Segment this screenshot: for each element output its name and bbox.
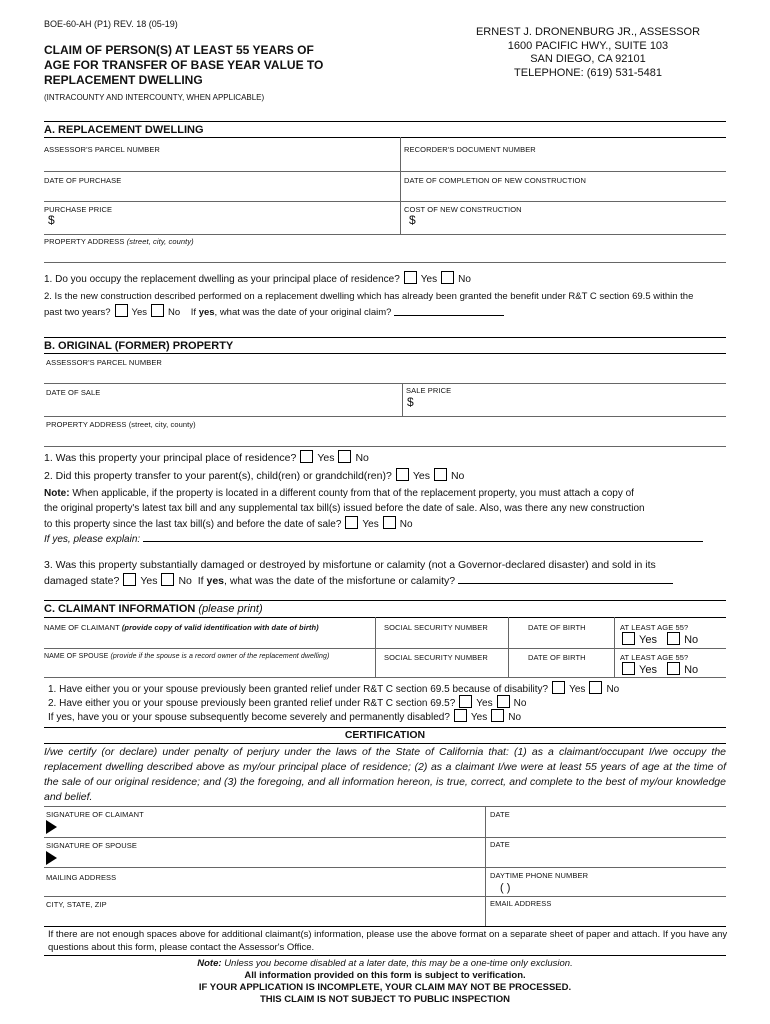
assessor-address-1: 1600 PACIFIC HWY., SUITE 103 [507,39,669,52]
calamity-date-field[interactable] [458,583,673,584]
divider [44,955,726,956]
section-c-q3: If yes, have you or your spouse subsequently become severely and permanently disabled? Yes No [48,709,521,725]
section-c-q1: 1. Have either you or your spouse previously been granted relief under R&T C section 69.5 because of disability? Yes No [48,681,619,697]
mailing-label: MAILING ADDRESS [46,873,117,882]
assessor-phone: TELEPHONE: (619) 531-5481 [514,66,662,79]
title-line-3: REPLACEMENT DWELLING [44,73,203,87]
checkbox[interactable] [589,681,602,694]
section-b-heading: B. ORIGINAL (FORMER) PROPERTY [44,340,234,352]
claimant-name-label: NAME OF CLAIMANT (provide copy of valid identification with date of birth) [44,623,319,632]
divider [44,617,726,618]
column-divider [508,617,509,677]
spouse-age-options: Yes No [618,662,698,676]
title-line-2: AGE FOR TRANSFER OF BASE YEAR VALUE TO [44,58,324,72]
one-time-note: Note: Unless you become disabled at a later date, this may be a one-time only exclusion. [197,958,573,969]
divider [44,896,726,897]
spouse-date-label: DATE [490,840,510,849]
b-apn-label: ASSESSOR'S PARCEL NUMBER [46,358,162,367]
recorder-doc-label: RECORDER'S DOCUMENT NUMBER [404,145,536,154]
checkbox[interactable] [667,632,680,645]
date-purchase-label: DATE OF PURCHASE [44,176,122,185]
divider [44,867,726,868]
sig-spouse-label: SIGNATURE OF SPOUSE [46,841,137,850]
checkbox[interactable] [459,695,472,708]
checkbox[interactable] [667,662,680,675]
divider [44,201,726,202]
divider [44,383,726,384]
divider [44,353,726,354]
section-b-note: Note: When applicable, if the property is located in a different county from that of the replacement property, you must attach a copy of the original property's latest tax bill and any supplemental tax bill(s) issued before the date of sale. Also, was there any new construction to this property since the last tax bill(s) and before the date of sale? Yes No If yes, please explain: [44,486,726,547]
title-line-1: CLAIM OF PERSON(S) AT LEAST 55 YEARS OF [44,43,314,57]
explain-field[interactable] [143,541,703,542]
form-id: BOE-60-AH (P1) REV. 18 (05-19) [44,19,178,29]
incomplete-line: IF YOUR APPLICATION IS INCOMPLETE, YOUR CLAIM MAY NOT BE PROCESSED. [198,982,572,993]
divider [44,926,726,927]
divider [44,837,726,838]
public-inspection-line: THIS CLAIM IS NOT SUBJECT TO PUBLIC INSPECTION [259,994,510,1005]
checkbox[interactable] [404,271,417,284]
divider [44,806,726,807]
divider [44,262,726,263]
checkbox[interactable] [151,304,164,317]
divider [44,600,726,601]
spouse-age-label: AT LEAST AGE 55? [620,653,689,662]
cost-new-dollar: $ [409,213,416,227]
checkbox[interactable] [441,271,454,284]
b-address-label: PROPERTY ADDRESS (street, city, county) [46,420,196,429]
divider [44,137,726,138]
divider [44,171,726,172]
checkbox[interactable] [454,709,467,722]
checkbox[interactable] [622,632,635,645]
checkbox[interactable] [123,573,136,586]
cost-new-label: COST OF NEW CONSTRUCTION [404,205,522,214]
sale-price-label: SALE PRICE [406,386,452,395]
section-a-q1: 1. Do you occupy the replacement dwelling as your principal place of residence? Yes No [44,271,471,287]
checkbox[interactable] [497,695,510,708]
checkbox[interactable] [552,681,565,694]
sign-here-arrow-icon [46,851,57,865]
claimant-dob-label: DATE OF BIRTH [528,623,586,632]
divider [44,446,726,447]
apn-label: ASSESSOR'S PARCEL NUMBER [44,145,160,154]
phone-label: DAYTIME PHONE NUMBER [490,871,589,880]
column-divider [402,383,403,416]
email-label: EMAIL ADDRESS [490,899,552,908]
divider [44,727,726,728]
more-space-note: If there are not enough spaces above for additional claimant(s) information, please use the above format on a separate sheet of paper and attach. If you have any questions about this form, please contact the Assessor's Office. [48,929,728,953]
section-b-q2: 2. Did this property transfer to your parent(s), child(ren) or grandchild(ren)? Yes No [44,470,465,482]
section-a-q2: 2. Is the new construction described performed on a replacement dwelling which has already been granted the benefit under R&T C section 69.5 within the past two years? Yes No If yes, what was the date of your original claim? [44,291,694,318]
form-title [44,43,354,88]
divider [44,743,726,744]
checkbox[interactable] [383,516,396,529]
claimant-ssn-label: SOCIAL SECURITY NUMBER [384,623,488,632]
purchase-price-label: PURCHASE PRICE [44,205,113,214]
claimant-age-label: AT LEAST AGE 55? [620,623,689,632]
claimant-date-label: DATE [490,810,510,819]
column-divider [400,137,401,234]
sale-price-dollar: $ [407,395,414,409]
checkbox[interactable] [345,516,358,529]
checkbox[interactable] [115,304,128,317]
date-sale-label: DATE OF SALE [46,388,101,397]
column-divider [375,617,376,677]
checkbox[interactable] [434,468,447,481]
spouse-dob-label: DATE OF BIRTH [528,653,586,662]
column-divider [614,617,615,677]
assessor-name: ERNEST J. DRONENBURG JR., ASSESSOR [475,26,701,38]
section-b-q3: 3. Was this property substantially damaged or destroyed by misfortune or calamity (not a Governor-declared disaster) and sold in its damaged state? Yes No If yes, what was the date of the misfortune or calamity? [44,558,726,589]
date-completion-label: DATE OF COMPLETION OF NEW CONSTRUCTION [404,176,586,185]
divider [44,677,726,678]
property-address-label: PROPERTY ADDRESS (street, city, county) [44,237,194,246]
checkbox[interactable] [338,450,351,463]
claimant-age-options: Yes No [618,632,698,646]
certification-title: CERTIFICATION [344,729,426,741]
section-a-heading: A. REPLACEMENT DWELLING [44,124,204,136]
column-divider [485,806,486,926]
certification-text: I/we certify (or declare) under penalty of perjury under the laws of the State of California that: (1) as a claimant/occupant I/we occupy the replacement dwelling described above as my/our principal place of residence; (2) as a claimant I/we were at least 55 years of age at the time of the sale of our original residence; and (3) the foregoing, and all information hereon, is true, correct, and complete to the best of my/our knowledge and belief. [44,746,726,803]
divider [44,121,726,122]
checkbox[interactable] [161,573,174,586]
section-c-q2: 2. Have either you or your spouse previously been granted relief under R&T C section 69.5? Yes No [48,695,526,711]
checkbox[interactable] [300,450,313,463]
form-subtitle: (INTRACOUNTY AND INTERCOUNTY, WHEN APPLICABLE) [44,93,265,102]
divider [44,234,726,235]
sign-here-arrow-icon [46,820,57,834]
original-claim-date-field[interactable] [394,315,504,316]
section-c-heading: C. CLAIMANT INFORMATION (please print) [44,603,263,615]
checkbox[interactable] [622,662,635,675]
sig-claimant-label: SIGNATURE OF CLAIMANT [46,810,144,819]
purchase-price-dollar: $ [48,213,55,227]
divider [44,416,726,417]
assessor-block [458,26,718,80]
checkbox[interactable] [491,709,504,722]
section-b-q1: 1. Was this property your principal place of residence? Yes No [44,452,369,464]
divider [44,648,726,649]
spouse-ssn-label: SOCIAL SECURITY NUMBER [384,653,488,662]
assessor-address-2: SAN DIEGO, CA 92101 [530,53,646,65]
verification-line: All information provided on this form is subject to verification. [244,970,526,981]
city-label: CITY, STATE, ZIP [46,900,107,909]
phone-parens: ( ) [500,882,511,894]
divider [44,337,726,338]
checkbox[interactable] [396,468,409,481]
spouse-name-label: NAME OF SPOUSE (provide if the spouse is a record owner of the replacement dwelling) [44,653,330,660]
